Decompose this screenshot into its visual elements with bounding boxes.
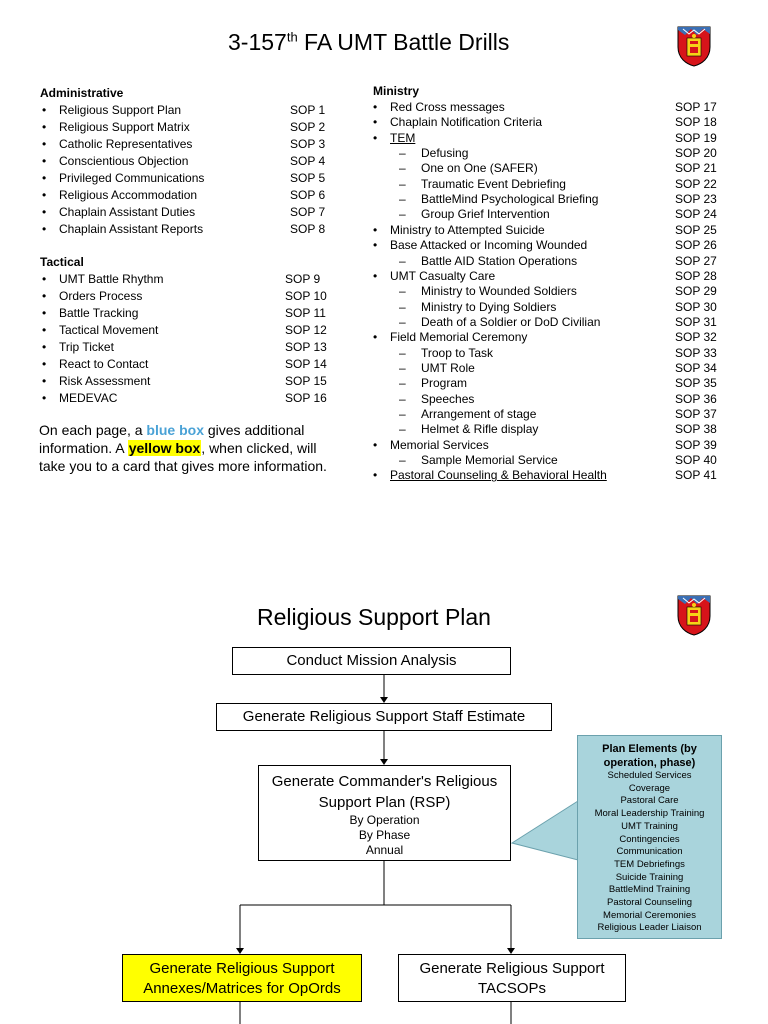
commanders-rsp-box[interactable]	[258, 765, 511, 861]
bullet-marker: •	[42, 272, 47, 286]
item-label: Pastoral Counseling & Behavioral Health	[390, 468, 607, 483]
bullet-marker: •	[42, 222, 47, 236]
dash-marker: –	[399, 176, 406, 191]
dash-marker: –	[399, 146, 406, 161]
sop-number: SOP 27	[675, 253, 717, 268]
item-label: Base Attacked or Incoming Wounded	[390, 238, 588, 253]
bullet-marker: •	[42, 340, 47, 354]
bullet-marker: •	[42, 374, 47, 388]
item-label: Memorial Services	[390, 437, 489, 452]
bullet-marker: •	[42, 188, 47, 202]
title-number: 3-157	[228, 29, 287, 55]
dash-marker: –	[399, 376, 406, 391]
dash-marker: –	[399, 314, 406, 329]
sop-number: SOP 13	[285, 340, 327, 354]
bullet-marker: •	[42, 154, 47, 168]
item-label: Group Grief Intervention	[421, 207, 550, 222]
sop-number: SOP 29	[675, 284, 717, 299]
plan-element-item: Religious Leader Liaison	[597, 922, 702, 934]
bullet-marker: •	[373, 238, 378, 253]
item-label: Religious Accommodation	[59, 188, 198, 202]
sop-number: SOP 7	[290, 205, 326, 219]
sop-number: SOP 26	[675, 238, 717, 253]
item-label: Tactical Movement	[59, 323, 159, 337]
sop-number: SOP 21	[675, 161, 717, 176]
bullet-marker: •	[373, 115, 378, 130]
sop-number: SOP 18	[675, 115, 717, 130]
bullet-marker: •	[373, 222, 378, 237]
dash-marker: –	[399, 299, 406, 314]
sop-number: SOP 3	[290, 137, 326, 151]
dash-marker: –	[399, 453, 406, 468]
bullet-marker: •	[42, 323, 47, 337]
dash-marker: –	[399, 360, 406, 375]
item-label: Program	[421, 376, 468, 391]
box-label: Generate Religious Support Annexes/Matrices for OpOrds	[143, 960, 341, 997]
note-text-3: , when clicked, will take you to a card that gives more information.	[39, 440, 327, 474]
sop-number: SOP 20	[675, 146, 717, 161]
sop-number: SOP 36	[675, 391, 717, 406]
item-label: Speeches	[421, 391, 475, 406]
item-label: Chaplain Notification Criteria	[390, 115, 543, 130]
annexes-matrices-box[interactable]	[122, 954, 362, 1002]
item-label: React to Contact	[59, 357, 149, 371]
plan-element-item: UMT Training	[621, 820, 678, 832]
item-label: Ministry to Wounded Soldiers	[421, 284, 577, 299]
bullet-marker: •	[373, 330, 378, 345]
item-label: Defusing	[421, 146, 469, 161]
box-label: Generate Religious Support Staff Estimate	[242, 708, 526, 725]
item-label: Helmet & Rifle display	[421, 422, 539, 437]
plan-element-item: BattleMind Training	[608, 884, 691, 896]
bullet-marker: •	[42, 103, 47, 117]
sop-number: SOP 23	[675, 192, 717, 207]
box-sub-annual: Annual	[365, 843, 404, 857]
sop-number: SOP 4	[290, 154, 326, 168]
bullet-marker: •	[42, 357, 47, 371]
dash-marker: –	[399, 284, 406, 299]
tactical-heading: Tactical	[40, 255, 84, 269]
bullet-marker: •	[373, 437, 378, 452]
sop-number: SOP 25	[675, 222, 717, 237]
item-label: Troop to Task	[421, 345, 494, 360]
item-label: Ministry to Dying Soldiers	[421, 299, 557, 314]
sop-number: SOP 30	[675, 299, 717, 314]
plan-element-item: Scheduled Services	[607, 770, 692, 781]
plan-element-item: Pastoral Care	[620, 795, 679, 807]
bullet-marker: •	[42, 306, 47, 320]
sop-number: SOP 1	[290, 103, 326, 117]
plan-element-item: Memorial Ceremonies	[603, 909, 696, 921]
item-label: UMT Casualty Care	[390, 268, 496, 283]
bullet-marker: •	[42, 289, 47, 303]
bullet-marker: •	[42, 171, 47, 185]
sop-number: SOP 34	[675, 360, 717, 375]
dash-marker: –	[399, 161, 406, 176]
plan-elements-callout	[577, 735, 722, 939]
sop-number: SOP 40	[675, 453, 717, 468]
sop-number: SOP 16	[285, 391, 327, 405]
box-sub-phase: By Phase	[358, 828, 411, 842]
plan-element-item: Moral Leadership Training	[594, 808, 705, 820]
slide2-title: Religious Support Plan	[257, 604, 491, 630]
sop-number: SOP 37	[675, 407, 717, 421]
item-label: Battle AID Station Operations	[421, 253, 578, 268]
item-label: BattleMind Psychological Briefing	[421, 192, 599, 207]
item-label: Religious Support Plan	[59, 103, 182, 117]
sop-number: SOP 38	[675, 422, 717, 437]
item-label: TEM	[390, 130, 416, 145]
administrative-heading: Administrative	[40, 86, 124, 100]
sop-number: SOP 2	[290, 120, 326, 134]
item-label: Sample Memorial Service	[421, 453, 558, 468]
note-text-1: On each page, a	[39, 422, 147, 438]
item-label: Red Cross messages	[390, 100, 505, 114]
sop-number: SOP 14	[285, 357, 327, 371]
item-label: Trip Ticket	[59, 340, 114, 354]
sop-number: SOP 6	[290, 188, 326, 202]
bullet-marker: •	[42, 391, 47, 405]
bullet-marker: •	[373, 268, 378, 283]
title-superscript: th	[286, 29, 298, 45]
item-label: Field Memorial Ceremony	[390, 330, 528, 345]
dash-marker: –	[399, 253, 406, 268]
item-label: Chaplain Assistant Reports	[59, 222, 204, 236]
sop-number: SOP 15	[285, 374, 327, 388]
ministry-heading: Ministry	[373, 84, 420, 98]
sop-number: SOP 12	[285, 323, 327, 337]
sop-number: SOP 19	[675, 130, 717, 145]
sop-number: SOP 33	[675, 345, 717, 360]
item-label: Battle Tracking	[59, 306, 139, 320]
plan-elements-title: Plan Elements (by operation, phase)	[602, 743, 697, 769]
item-label: Risk Assessment	[59, 374, 151, 388]
plan-element-item: Contingencies	[619, 833, 680, 845]
bullet-marker: •	[373, 468, 378, 483]
sop-number: SOP 9	[285, 272, 321, 286]
item-label: Privileged Communications	[59, 171, 205, 185]
item-label: Traumatic Event Debriefing	[421, 176, 566, 191]
item-label: Catholic Representatives	[59, 137, 193, 151]
dash-marker: –	[399, 407, 406, 421]
sop-number: SOP 24	[675, 207, 717, 222]
bullet-marker: •	[42, 137, 47, 151]
plan-elements-list	[578, 770, 721, 935]
plan-element-item: Suicide Training	[615, 871, 684, 883]
dash-marker: –	[399, 422, 406, 437]
sop-number: SOP 5	[290, 171, 326, 185]
sop-number: SOP 10	[285, 289, 327, 303]
plan-element-item: Pastoral Counseling	[606, 897, 693, 909]
sop-number: SOP 35	[675, 376, 717, 391]
note-blue-box: blue box	[146, 422, 204, 438]
bullet-marker: •	[373, 100, 378, 114]
plan-element-item: Coverage	[628, 782, 671, 794]
item-label: One on One (SAFER)	[421, 161, 538, 176]
note-text-2: gives additional information. A	[39, 422, 305, 456]
box-sub-operation: By Operation	[349, 813, 420, 827]
item-label: UMT Battle Rhythm	[59, 272, 164, 286]
sop-number: SOP 39	[675, 437, 717, 452]
dash-marker: –	[399, 207, 406, 222]
sop-number: SOP 17	[675, 100, 717, 114]
bullet-marker: •	[42, 120, 47, 134]
dash-marker: –	[399, 345, 406, 360]
dash-marker: –	[399, 391, 406, 406]
tacsops-box[interactable]	[398, 954, 626, 1002]
item-label: Death of a Soldier or DoD Civilian	[421, 314, 601, 329]
sop-number: SOP 22	[675, 176, 717, 191]
sop-number: SOP 8	[290, 222, 326, 236]
item-label: Ministry to Attempted Suicide	[390, 222, 545, 237]
sop-number: SOP 41	[675, 468, 717, 483]
plan-element-item: Communication	[616, 846, 683, 858]
item-label: MEDEVAC	[59, 391, 118, 405]
conduct-mission-analysis-box[interactable]	[232, 647, 511, 675]
note-yellow-box: yellow box	[128, 440, 201, 456]
item-label: Orders Process	[59, 289, 143, 303]
staff-estimate-box[interactable]	[216, 703, 552, 731]
bullet-marker: •	[42, 205, 47, 219]
item-label: Chaplain Assistant Duties	[59, 205, 196, 219]
sop-number: SOP 28	[675, 268, 717, 283]
item-label: Religious Support Matrix	[59, 120, 190, 134]
sop-number: SOP 11	[285, 306, 326, 320]
bullet-marker: •	[373, 130, 378, 145]
box-label: Generate Religious Support TACSOPs	[419, 960, 605, 997]
sop-number: SOP 31	[675, 314, 717, 329]
plan-element-item: TEM Debriefings	[614, 858, 685, 870]
item-label: Conscientious Objection	[59, 154, 189, 168]
dash-marker: –	[399, 192, 406, 207]
title-text: FA UMT Battle Drills	[297, 29, 510, 55]
item-label: UMT Role	[421, 360, 475, 375]
box-label: Conduct Mission Analysis	[286, 652, 457, 669]
box-label: Generate Commander's Religious Support Plan (RSP)	[271, 773, 498, 811]
item-label: Arrangement of stage	[421, 407, 537, 421]
sop-number: SOP 32	[675, 330, 717, 345]
